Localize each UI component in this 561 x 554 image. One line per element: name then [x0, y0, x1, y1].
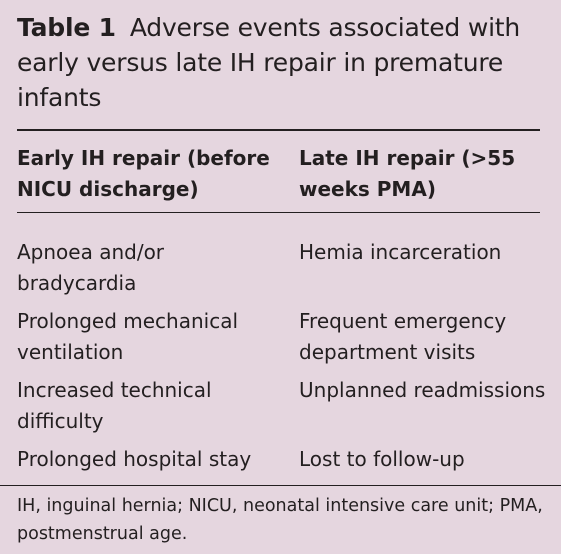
table-cell-early-3: Increased technical difficulty — [17, 378, 212, 433]
table-label: Table 1 — [17, 13, 116, 42]
column-header-early: Early IH repair (before NICU discharge) — [17, 146, 270, 201]
table-cell-early-1: Apnoea and/or bradycardia — [17, 240, 165, 295]
table-footnote: IH, inguinal hernia; NICU, neonatal intensive care unit; PMA, postmenstrual age. — [17, 496, 543, 544]
table-cell-late-4: Lost to follow-up — [299, 447, 465, 471]
header-bottom-rule — [17, 212, 540, 213]
table-cell-late-3: Unplanned readmissions — [299, 378, 546, 402]
header-top-rule — [17, 129, 540, 131]
table-title: Adverse events associated with early versus late IH repair in premature infants — [17, 13, 521, 112]
table-cell-late-1: Hemia incarceration — [299, 240, 502, 264]
footnote-rule — [0, 485, 561, 486]
table-cell-early-4: Prolonged hospital stay — [17, 447, 252, 471]
table-caption — [17, 10, 547, 115]
table-cell-early-2: Prolonged mechanical ventilation — [17, 309, 239, 364]
table-cell-late-2: Frequent emergency department visits — [299, 309, 507, 364]
column-header-late: Late IH repair (>55 weeks PMA) — [299, 146, 516, 201]
